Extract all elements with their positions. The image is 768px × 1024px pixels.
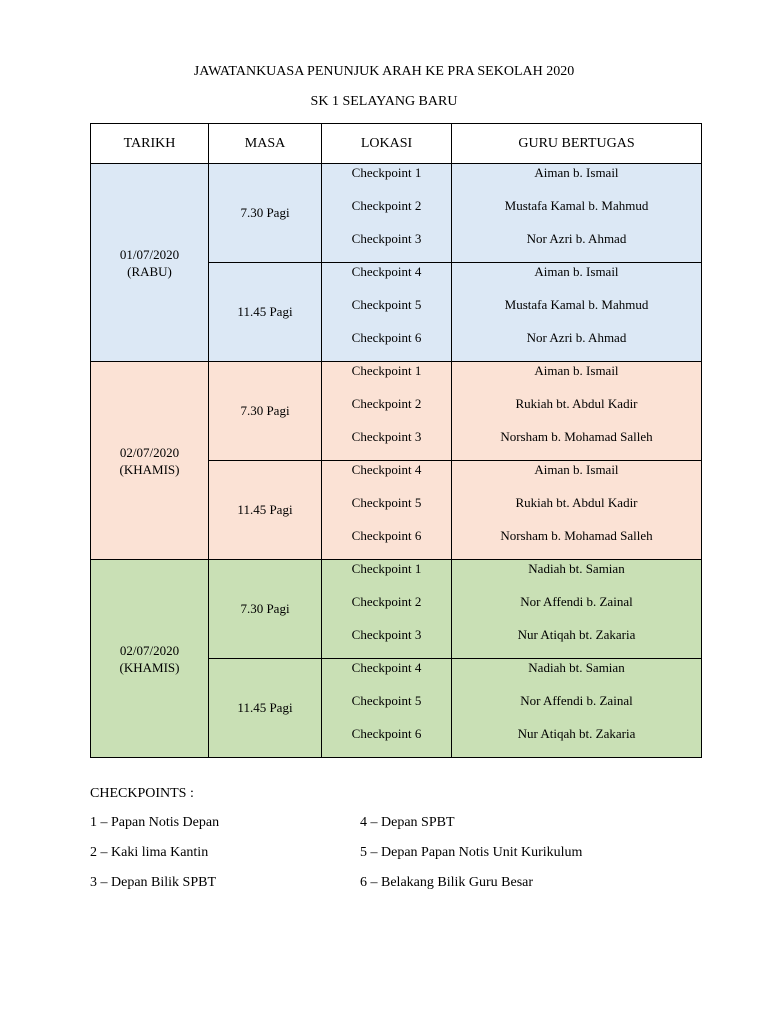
teacher-cell bbox=[452, 659, 702, 758]
checkpoint-text: Checkpoint 5 bbox=[351, 297, 422, 312]
teacher-text: Rukiah bt. Abdul Kadir bbox=[515, 396, 638, 411]
legend-item: 4 – Depan SPBT bbox=[360, 815, 455, 830]
checkpoint-text: Checkpoint 5 bbox=[351, 693, 422, 708]
teacher-text: Mustafa Kamal b. Mahmud bbox=[504, 297, 649, 312]
checkpoint-cell bbox=[322, 659, 452, 758]
checkpoint-text: Checkpoint 1 bbox=[351, 561, 422, 576]
checkpoint-cell bbox=[322, 560, 452, 659]
teacher-text: Rukiah bt. Abdul Kadir bbox=[515, 495, 638, 510]
legend-item: 2 – Kaki lima Kantin bbox=[90, 845, 209, 860]
teacher-text: Nadiah bt. Samian bbox=[528, 660, 625, 675]
legend-grid bbox=[90, 814, 710, 891]
checkpoint-cell bbox=[322, 461, 452, 560]
legend-item: 6 – Belakang Bilik Guru Besar bbox=[360, 875, 534, 890]
checkpoint-text: Checkpoint 4 bbox=[351, 462, 422, 477]
weekday-text: (RABU) bbox=[127, 263, 172, 279]
schedule-body bbox=[91, 164, 702, 758]
checkpoint-text: Checkpoint 4 bbox=[351, 264, 422, 279]
legend-item: 1 – Papan Notis Depan bbox=[90, 815, 220, 830]
teacher-text: Mustafa Kamal b. Mahmud bbox=[504, 198, 649, 213]
checkpoint-text: Checkpoint 6 bbox=[351, 330, 422, 345]
checkpoint-text: Checkpoint 3 bbox=[351, 231, 422, 246]
teacher-text: Nor Affendi b. Zainal bbox=[520, 594, 633, 609]
teacher-text: Aiman b. Ismail bbox=[534, 363, 619, 378]
header-lokasi: LOKASI bbox=[322, 124, 452, 164]
session-row bbox=[91, 560, 702, 659]
teacher-text: Aiman b. Ismail bbox=[534, 165, 619, 180]
teacher-text: Nadiah bt. Samian bbox=[528, 561, 625, 576]
checkpoint-text: Checkpoint 3 bbox=[351, 429, 422, 444]
teacher-text: Nor Azri b. Ahmad bbox=[526, 231, 627, 246]
document-subtitle: SK 1 SELAYANG BARU bbox=[310, 94, 458, 109]
header-guru-bertugas: GURU BERTUGAS bbox=[452, 124, 702, 164]
header-masa: MASA bbox=[209, 124, 322, 164]
date-cell bbox=[91, 164, 209, 362]
checkpoint-legend bbox=[90, 786, 710, 891]
checkpoint-text: Checkpoint 6 bbox=[351, 726, 422, 741]
teacher-text: Norsham b. Mohamad Salleh bbox=[500, 528, 653, 543]
legend-title: CHECKPOINTS : bbox=[90, 786, 194, 801]
time-cell: 7.30 Pagi bbox=[209, 164, 322, 263]
checkpoint-text: Checkpoint 5 bbox=[351, 495, 422, 510]
teacher-cell bbox=[452, 263, 702, 362]
checkpoint-text: Checkpoint 2 bbox=[351, 198, 422, 213]
teacher-cell bbox=[452, 362, 702, 461]
schedule-table bbox=[90, 123, 702, 758]
legend-item: 5 – Depan Papan Notis Unit Kurikulum bbox=[360, 845, 583, 860]
teacher-text: Nur Atiqah bt. Zakaria bbox=[517, 627, 636, 642]
date-cell bbox=[91, 560, 209, 758]
date-text: 02/07/2020 bbox=[119, 444, 180, 460]
checkpoint-text: Checkpoint 6 bbox=[351, 528, 422, 543]
date-text: 01/07/2020 bbox=[119, 246, 180, 262]
checkpoint-text: Checkpoint 1 bbox=[351, 165, 422, 180]
checkpoint-text: Checkpoint 1 bbox=[351, 363, 422, 378]
time-cell: 11.45 Pagi bbox=[209, 659, 322, 758]
legend-item: 3 – Depan Bilik SPBT bbox=[90, 875, 217, 890]
session-row bbox=[91, 164, 702, 263]
time-cell: 7.30 Pagi bbox=[209, 560, 322, 659]
time-cell: 11.45 Pagi bbox=[209, 461, 322, 560]
teacher-cell bbox=[452, 461, 702, 560]
checkpoint-text: Checkpoint 4 bbox=[351, 660, 422, 675]
weekday-text: (KHAMIS) bbox=[119, 461, 180, 477]
teacher-text: Aiman b. Ismail bbox=[534, 264, 619, 279]
checkpoint-text: Checkpoint 2 bbox=[351, 594, 422, 609]
teacher-text: Aiman b. Ismail bbox=[534, 462, 619, 477]
header-tarikh: TARIKH bbox=[91, 124, 209, 164]
checkpoint-cell bbox=[322, 362, 452, 461]
teacher-text: Nor Affendi b. Zainal bbox=[520, 693, 633, 708]
teacher-text: Nor Azri b. Ahmad bbox=[526, 330, 627, 345]
checkpoint-text: Checkpoint 2 bbox=[351, 396, 422, 411]
teacher-cell bbox=[452, 560, 702, 659]
time-cell: 11.45 Pagi bbox=[209, 263, 322, 362]
header-row bbox=[91, 124, 702, 164]
date-cell bbox=[91, 362, 209, 560]
teacher-text: Nur Atiqah bt. Zakaria bbox=[517, 726, 636, 741]
document-title: JAWATANKUASA PENUNJUK ARAH KE PRA SEKOLAH 2020 bbox=[193, 64, 575, 79]
session-row bbox=[91, 362, 702, 461]
teacher-text: Norsham b. Mohamad Salleh bbox=[500, 429, 653, 444]
weekday-text: (KHAMIS) bbox=[119, 659, 180, 675]
time-cell: 7.30 Pagi bbox=[209, 362, 322, 461]
teacher-cell bbox=[452, 164, 702, 263]
date-text: 02/07/2020 bbox=[119, 642, 180, 658]
checkpoint-cell bbox=[322, 263, 452, 362]
checkpoint-cell bbox=[322, 164, 452, 263]
checkpoint-text: Checkpoint 3 bbox=[351, 627, 422, 642]
